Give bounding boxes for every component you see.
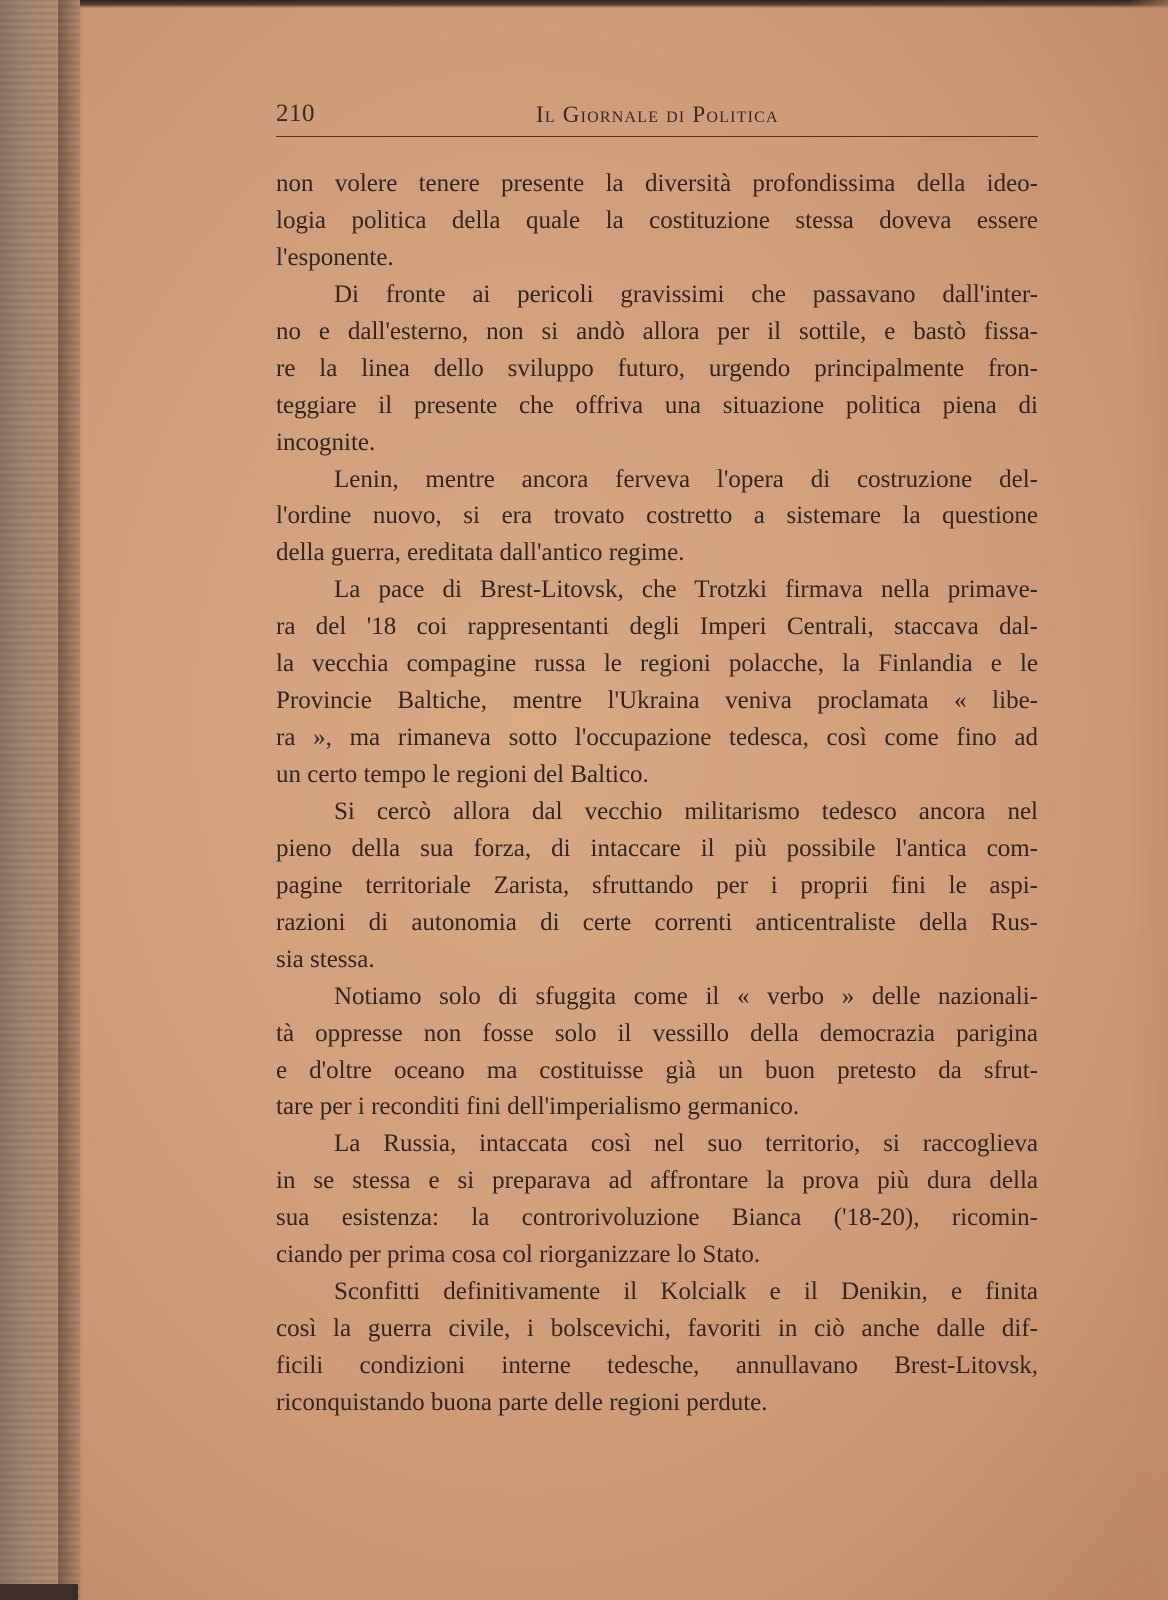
text-line: Sconfitti definitivamente il Kolcialk e il Denikin, e finita	[334, 1278, 1038, 1306]
text-line: la vecchia compagine russa le regioni polacche, la Finlandia e le	[276, 650, 1038, 678]
text-line: riconquistando buona parte delle regioni perdute.	[276, 1388, 768, 1416]
text-line: in se stessa e si preparava ad affrontare la prova più dura della	[276, 1167, 1038, 1195]
binding-bottom-strip	[0, 1584, 78, 1600]
text-line: pieno della sua forza, di intaccare il più possibile l'antica com-	[276, 834, 1038, 862]
text-line: tà oppresse non fosse solo il vessillo della democrazia parigina	[276, 1019, 1038, 1047]
body-text	[276, 166, 1038, 1422]
text-line: Provincie Baltiche, mentre l'Ukraina veniva proclamata « libe-	[276, 687, 1038, 715]
text-line: La Russia, intaccata così nel suo territorio, si raccoglieva	[334, 1130, 1038, 1158]
text-line: Lenin, mentre ancora ferveva l'opera di costruzione del-	[334, 465, 1038, 493]
page-number: 210	[276, 100, 315, 127]
text-line: l'ordine nuovo, si era trovato costretto a sistemare la questione	[276, 502, 1038, 530]
text-line: sua esistenza: la controrivoluzione Bianca ('18-20), ricomin-	[276, 1204, 1038, 1232]
running-header	[276, 96, 1038, 137]
page-right-edge	[1128, 0, 1168, 1600]
running-title: Il Giornale di Politica	[536, 102, 779, 127]
text-line: tare per i reconditi fini dell'imperialismo germanico.	[276, 1093, 800, 1121]
text-line: e d'oltre oceano ma costituisse già un buon pretesto da sfrut-	[276, 1056, 1038, 1084]
text-line: sia stessa.	[276, 945, 375, 973]
text-line: razioni di autonomia di certe correnti anticentraliste della Rus-	[276, 908, 1038, 936]
text-line: ra del '18 coi rappresentanti degli Imperi Centrali, staccava dal-	[276, 613, 1038, 641]
text-line: così la guerra civile, i bolscevichi, favoriti in ciò anche dalle dif-	[276, 1315, 1038, 1343]
text-line: Di fronte ai pericoli gravissimi che passavano dall'inter-	[334, 280, 1038, 308]
text-line: un certo tempo le regioni del Baltico.	[276, 761, 649, 788]
text-line: re la linea dello sviluppo futuro, urgendo principalmente fron-	[276, 354, 1038, 382]
text-line: pagine territoriale Zarista, sfruttando per i proprii fini le aspi-	[276, 871, 1038, 899]
text-line: Notiamo solo di sfuggita come il « verbo » delle nazionali-	[334, 982, 1038, 1010]
text-line: ficili condizioni interne tedesche, annullavano Brest-Litovsk,	[276, 1352, 1038, 1379]
text-line: logia politica della quale la costituzione stessa doveva essere	[276, 206, 1038, 234]
text-line: Si cercò allora dal vecchio militarismo tedesco ancora nel	[334, 797, 1038, 825]
text-line: non volere tenere presente la diversità profondissima della ideo-	[276, 170, 1038, 197]
text-line: ra », ma rimaneva sotto l'occupazione tedesca, così come fino ad	[276, 724, 1038, 752]
binding-shadow	[58, 0, 84, 1600]
text-line: della guerra, ereditata dall'antico regime.	[276, 539, 685, 567]
page-top-edge	[0, 0, 1168, 8]
text-line: ciando per prima cosa col riorganizzare lo Stato.	[276, 1241, 761, 1269]
text-line: no e dall'esterno, non si andò allora per il sottile, e bastò fissa-	[276, 317, 1038, 345]
text-line: La pace di Brest-Litovsk, che Trotzki firmava nella primave-	[334, 576, 1038, 604]
text-line: l'esponente.	[276, 243, 394, 271]
text-line: teggiare il presente che offriva una situazione politica piena di	[276, 391, 1038, 419]
text-line: incognite.	[276, 428, 376, 456]
